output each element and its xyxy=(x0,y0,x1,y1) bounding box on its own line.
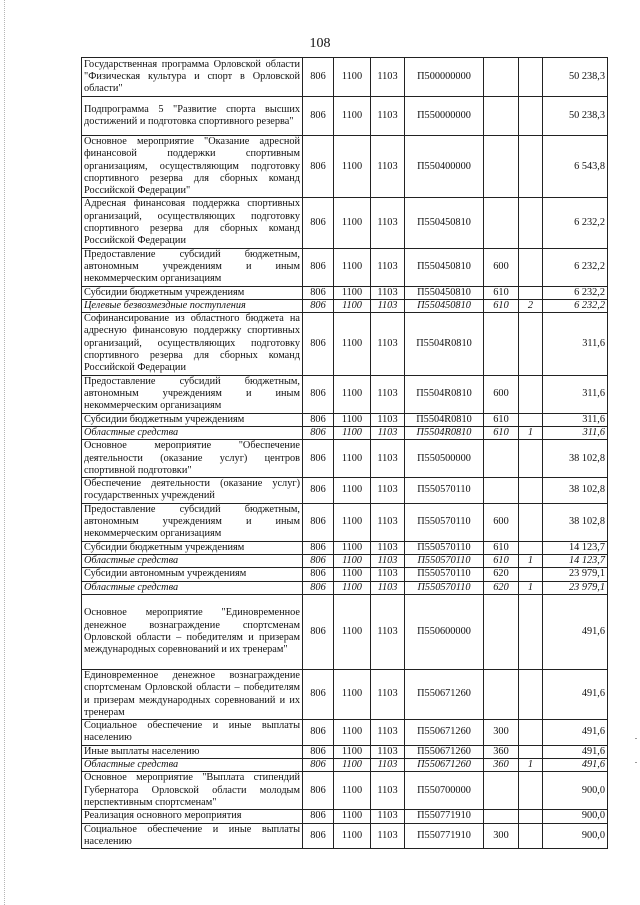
row-subsection-code: 1103 xyxy=(371,745,405,758)
row-name: Субсидии автономным учреждениям xyxy=(82,568,303,581)
row-section-code: 1100 xyxy=(334,541,371,554)
table-row xyxy=(82,97,608,136)
table-row xyxy=(82,440,608,478)
table-row xyxy=(82,555,608,568)
table-row xyxy=(82,720,608,746)
row-name: Субсидии бюджетным учреждениям xyxy=(82,413,303,426)
table-row xyxy=(82,136,608,198)
row-funding-source: 2 xyxy=(519,299,543,312)
row-expense-type-code: 620 xyxy=(484,568,519,581)
row-expense-type-code: 360 xyxy=(484,758,519,771)
row-name: Основное мероприятие "Выплата стипендий Губернатора Орловской области молодым перспективным спортсменам" xyxy=(82,772,303,810)
scan-mark xyxy=(635,762,637,763)
row-section-code: 1100 xyxy=(334,555,371,568)
table-row xyxy=(82,375,608,413)
row-grbs-code: 806 xyxy=(303,375,334,413)
row-subsection-code: 1103 xyxy=(371,810,405,823)
row-section-code: 1100 xyxy=(334,720,371,746)
row-target-article-code: П5504R0810 xyxy=(405,413,484,426)
row-funding-source xyxy=(519,286,543,299)
row-target-article-code: П550570110 xyxy=(405,503,484,541)
row-funding-source xyxy=(519,313,543,375)
row-expense-type-code: 300 xyxy=(484,823,519,849)
row-grbs-code: 806 xyxy=(303,745,334,758)
row-grbs-code: 806 xyxy=(303,555,334,568)
row-amount: 900,0 xyxy=(543,810,608,823)
row-expense-type-code xyxy=(484,313,519,375)
row-target-article-code: П550450810 xyxy=(405,299,484,312)
row-section-code: 1100 xyxy=(334,97,371,136)
row-funding-source xyxy=(519,669,543,719)
row-amount: 491,6 xyxy=(543,594,608,669)
row-subsection-code: 1103 xyxy=(371,440,405,478)
row-target-article-code: П550570110 xyxy=(405,581,484,594)
row-name: Предоставление субсидий бюджетным, автономным учреждениям и иным некоммерческим организациям xyxy=(82,503,303,541)
row-amount: 6 232,2 xyxy=(543,248,608,286)
row-funding-source: 1 xyxy=(519,758,543,771)
table-row xyxy=(82,478,608,504)
table-row xyxy=(82,248,608,286)
row-funding-source xyxy=(519,594,543,669)
row-grbs-code: 806 xyxy=(303,810,334,823)
table-row xyxy=(82,594,608,669)
row-amount: 311,6 xyxy=(543,426,608,439)
row-target-article-code: П550671260 xyxy=(405,669,484,719)
row-subsection-code: 1103 xyxy=(371,823,405,849)
row-amount: 14 123,7 xyxy=(543,541,608,554)
row-target-article-code: П550450810 xyxy=(405,286,484,299)
row-funding-source xyxy=(519,823,543,849)
row-target-article-code: П5504R0810 xyxy=(405,313,484,375)
row-name: Основное мероприятие "Единовременное денежное вознаграждение спортсменам Орловской области – победителям и призерам международных соревнований и их тренерам" xyxy=(82,594,303,669)
row-amount: 900,0 xyxy=(543,772,608,810)
row-section-code: 1100 xyxy=(334,669,371,719)
row-grbs-code: 806 xyxy=(303,594,334,669)
row-grbs-code: 806 xyxy=(303,136,334,198)
row-subsection-code: 1103 xyxy=(371,758,405,771)
row-grbs-code: 806 xyxy=(303,413,334,426)
page-number: 108 xyxy=(309,36,331,51)
row-section-code: 1100 xyxy=(334,413,371,426)
row-name: Реализация основного мероприятия xyxy=(82,810,303,823)
row-funding-source xyxy=(519,136,543,198)
row-funding-source xyxy=(519,478,543,504)
row-target-article-code: П550771910 xyxy=(405,810,484,823)
row-name: Субсидии бюджетным учреждениям xyxy=(82,541,303,554)
row-funding-source xyxy=(519,413,543,426)
row-expense-type-code xyxy=(484,478,519,504)
row-amount: 6 232,2 xyxy=(543,299,608,312)
row-target-article-code: П550671260 xyxy=(405,720,484,746)
row-section-code: 1100 xyxy=(334,810,371,823)
row-name: Основное мероприятие "Обеспечение деятельности (оказание услуг) центров спортивной подготовки" xyxy=(82,440,303,478)
row-funding-source xyxy=(519,720,543,746)
row-funding-source xyxy=(519,745,543,758)
row-funding-source xyxy=(519,58,543,97)
row-section-code: 1100 xyxy=(334,581,371,594)
scan-mark xyxy=(635,738,637,739)
row-expense-type-code xyxy=(484,198,519,248)
table-row xyxy=(82,299,608,312)
row-amount: 311,6 xyxy=(543,313,608,375)
row-funding-source: 1 xyxy=(519,555,543,568)
row-expense-type-code xyxy=(484,772,519,810)
row-funding-source xyxy=(519,541,543,554)
row-funding-source xyxy=(519,97,543,136)
table-row xyxy=(82,426,608,439)
row-grbs-code: 806 xyxy=(303,758,334,771)
row-grbs-code: 806 xyxy=(303,97,334,136)
row-section-code: 1100 xyxy=(334,426,371,439)
row-name: Социальное обеспечение и иные выплаты населению xyxy=(82,720,303,746)
row-section-code: 1100 xyxy=(334,375,371,413)
row-target-article-code: П550400000 xyxy=(405,136,484,198)
row-amount: 491,6 xyxy=(543,669,608,719)
row-amount: 491,6 xyxy=(543,745,608,758)
row-target-article-code: П550600000 xyxy=(405,594,484,669)
row-funding-source xyxy=(519,375,543,413)
row-section-code: 1100 xyxy=(334,758,371,771)
row-amount: 311,6 xyxy=(543,375,608,413)
row-grbs-code: 806 xyxy=(303,313,334,375)
row-target-article-code: П550450810 xyxy=(405,248,484,286)
row-section-code: 1100 xyxy=(334,503,371,541)
row-subsection-code: 1103 xyxy=(371,541,405,554)
row-name: Субсидии бюджетным учреждениям xyxy=(82,286,303,299)
row-expense-type-code: 620 xyxy=(484,581,519,594)
row-section-code: 1100 xyxy=(334,198,371,248)
row-section-code: 1100 xyxy=(334,440,371,478)
row-funding-source: 1 xyxy=(519,426,543,439)
row-name: Предоставление субсидий бюджетным, автономным учреждениям и иным некоммерческим организациям xyxy=(82,248,303,286)
row-grbs-code: 806 xyxy=(303,581,334,594)
table-row xyxy=(82,669,608,719)
row-amount: 50 238,3 xyxy=(543,58,608,97)
table-row xyxy=(82,58,608,97)
row-section-code: 1100 xyxy=(334,299,371,312)
row-amount: 14 123,7 xyxy=(543,555,608,568)
row-name: Подпрограмма 5 "Развитие спорта высших достижений и подготовка спортивного резерва" xyxy=(82,97,303,136)
row-target-article-code: П550000000 xyxy=(405,97,484,136)
row-grbs-code: 806 xyxy=(303,248,334,286)
row-amount: 6 543,8 xyxy=(543,136,608,198)
budget-table xyxy=(81,57,608,849)
row-amount: 6 232,2 xyxy=(543,198,608,248)
row-name: Обеспечение деятельности (оказание услуг) государственных учреждений xyxy=(82,478,303,504)
row-target-article-code: П550671260 xyxy=(405,745,484,758)
table-row xyxy=(82,810,608,823)
row-name: Основное мероприятие "Оказание адресной финансовой поддержки спортивным организациям, осуществляющим подготовку спортивного резерва для сборных команд Российской Федерации" xyxy=(82,136,303,198)
row-grbs-code: 806 xyxy=(303,720,334,746)
table-row xyxy=(82,758,608,771)
row-expense-type-code: 600 xyxy=(484,503,519,541)
table-row xyxy=(82,198,608,248)
table-row xyxy=(82,541,608,554)
row-grbs-code: 806 xyxy=(303,286,334,299)
row-section-code: 1100 xyxy=(334,286,371,299)
row-grbs-code: 806 xyxy=(303,503,334,541)
row-amount: 900,0 xyxy=(543,823,608,849)
row-name: Областные средства xyxy=(82,581,303,594)
row-grbs-code: 806 xyxy=(303,58,334,97)
row-section-code: 1100 xyxy=(334,136,371,198)
row-name: Государственная программа Орловской области "Физическая культура и спорт в Орловской области" xyxy=(82,58,303,97)
row-amount: 38 102,8 xyxy=(543,440,608,478)
table-row xyxy=(82,503,608,541)
table-row xyxy=(82,772,608,810)
row-subsection-code: 1103 xyxy=(371,720,405,746)
table-body xyxy=(82,58,608,849)
row-subsection-code: 1103 xyxy=(371,136,405,198)
row-name: Адресная финансовая поддержка спортивных организаций, осуществляющих подготовку спортивного резерва для сборных команд Российской Федерации xyxy=(82,198,303,248)
row-target-article-code: П500000000 xyxy=(405,58,484,97)
row-subsection-code: 1103 xyxy=(371,375,405,413)
row-expense-type-code: 610 xyxy=(484,541,519,554)
row-grbs-code: 806 xyxy=(303,669,334,719)
row-amount: 38 102,8 xyxy=(543,478,608,504)
table-row xyxy=(82,286,608,299)
row-target-article-code: П550570110 xyxy=(405,541,484,554)
row-expense-type-code: 610 xyxy=(484,413,519,426)
row-funding-source: 1 xyxy=(519,581,543,594)
row-name: Социальное обеспечение и иные выплаты населению xyxy=(82,823,303,849)
row-grbs-code: 806 xyxy=(303,772,334,810)
row-name: Областные средства xyxy=(82,555,303,568)
row-subsection-code: 1103 xyxy=(371,413,405,426)
table-row xyxy=(82,581,608,594)
row-name: Целевые безвозмездные поступления xyxy=(82,299,303,312)
row-target-article-code: П550700000 xyxy=(405,772,484,810)
row-grbs-code: 806 xyxy=(303,440,334,478)
row-target-article-code: П550450810 xyxy=(405,198,484,248)
row-expense-type-code xyxy=(484,97,519,136)
row-expense-type-code: 610 xyxy=(484,286,519,299)
row-target-article-code: П550771910 xyxy=(405,823,484,849)
row-expense-type-code xyxy=(484,594,519,669)
row-section-code: 1100 xyxy=(334,823,371,849)
row-expense-type-code xyxy=(484,58,519,97)
row-expense-type-code: 360 xyxy=(484,745,519,758)
row-amount: 491,6 xyxy=(543,720,608,746)
row-target-article-code: П550671260 xyxy=(405,758,484,771)
row-grbs-code: 806 xyxy=(303,198,334,248)
row-grbs-code: 806 xyxy=(303,478,334,504)
table-row xyxy=(82,568,608,581)
row-expense-type-code: 600 xyxy=(484,375,519,413)
table-row xyxy=(82,313,608,375)
row-subsection-code: 1103 xyxy=(371,594,405,669)
row-expense-type-code xyxy=(484,669,519,719)
row-subsection-code: 1103 xyxy=(371,286,405,299)
row-subsection-code: 1103 xyxy=(371,478,405,504)
row-grbs-code: 806 xyxy=(303,568,334,581)
row-subsection-code: 1103 xyxy=(371,97,405,136)
row-subsection-code: 1103 xyxy=(371,299,405,312)
row-expense-type-code: 610 xyxy=(484,555,519,568)
row-amount: 491,6 xyxy=(543,758,608,771)
row-subsection-code: 1103 xyxy=(371,248,405,286)
row-section-code: 1100 xyxy=(334,313,371,375)
row-subsection-code: 1103 xyxy=(371,568,405,581)
scan-edge-line xyxy=(4,0,6,905)
row-expense-type-code: 300 xyxy=(484,720,519,746)
row-expense-type-code xyxy=(484,136,519,198)
row-expense-type-code: 600 xyxy=(484,248,519,286)
row-name: Предоставление субсидий бюджетным, автономным учреждениям и иным некоммерческим организациям xyxy=(82,375,303,413)
row-name: Софинансирование из областного бюджета на адресную финансовую поддержку спортивных организаций, осуществляющих подготовку спортивного резерва для сборных команд Российской Федерации xyxy=(82,313,303,375)
row-funding-source xyxy=(519,440,543,478)
row-name: Областные средства xyxy=(82,426,303,439)
row-name: Единовременное денежное вознаграждение спортсменам Орловской области – победителям и призерам международных соревнований и их тренерам xyxy=(82,669,303,719)
row-target-article-code: П550570110 xyxy=(405,568,484,581)
row-expense-type-code xyxy=(484,440,519,478)
row-amount: 23 979,1 xyxy=(543,568,608,581)
row-subsection-code: 1103 xyxy=(371,555,405,568)
row-section-code: 1100 xyxy=(334,594,371,669)
table-row xyxy=(82,823,608,849)
row-expense-type-code xyxy=(484,810,519,823)
row-amount: 6 232,2 xyxy=(543,286,608,299)
row-target-article-code: П550570110 xyxy=(405,555,484,568)
row-target-article-code: П5504R0810 xyxy=(405,375,484,413)
row-funding-source xyxy=(519,810,543,823)
row-grbs-code: 806 xyxy=(303,823,334,849)
row-subsection-code: 1103 xyxy=(371,669,405,719)
table-row xyxy=(82,745,608,758)
row-subsection-code: 1103 xyxy=(371,58,405,97)
row-funding-source xyxy=(519,568,543,581)
row-grbs-code: 806 xyxy=(303,541,334,554)
row-subsection-code: 1103 xyxy=(371,581,405,594)
row-amount: 23 979,1 xyxy=(543,581,608,594)
row-amount: 38 102,8 xyxy=(543,503,608,541)
row-section-code: 1100 xyxy=(334,568,371,581)
row-name: Областные средства xyxy=(82,758,303,771)
row-target-article-code: П550500000 xyxy=(405,440,484,478)
row-subsection-code: 1103 xyxy=(371,198,405,248)
row-amount: 50 238,3 xyxy=(543,97,608,136)
row-funding-source xyxy=(519,198,543,248)
row-subsection-code: 1103 xyxy=(371,313,405,375)
row-subsection-code: 1103 xyxy=(371,503,405,541)
row-grbs-code: 806 xyxy=(303,299,334,312)
table-row xyxy=(82,413,608,426)
row-amount: 311,6 xyxy=(543,413,608,426)
row-funding-source xyxy=(519,248,543,286)
row-subsection-code: 1103 xyxy=(371,426,405,439)
row-section-code: 1100 xyxy=(334,772,371,810)
row-expense-type-code: 610 xyxy=(484,426,519,439)
row-grbs-code: 806 xyxy=(303,426,334,439)
row-section-code: 1100 xyxy=(334,478,371,504)
row-funding-source xyxy=(519,772,543,810)
row-section-code: 1100 xyxy=(334,248,371,286)
row-section-code: 1100 xyxy=(334,58,371,97)
row-target-article-code: П550570110 xyxy=(405,478,484,504)
row-expense-type-code: 610 xyxy=(484,299,519,312)
row-name: Иные выплаты населению xyxy=(82,745,303,758)
row-target-article-code: П5504R0810 xyxy=(405,426,484,439)
row-funding-source xyxy=(519,503,543,541)
row-section-code: 1100 xyxy=(334,745,371,758)
row-subsection-code: 1103 xyxy=(371,772,405,810)
